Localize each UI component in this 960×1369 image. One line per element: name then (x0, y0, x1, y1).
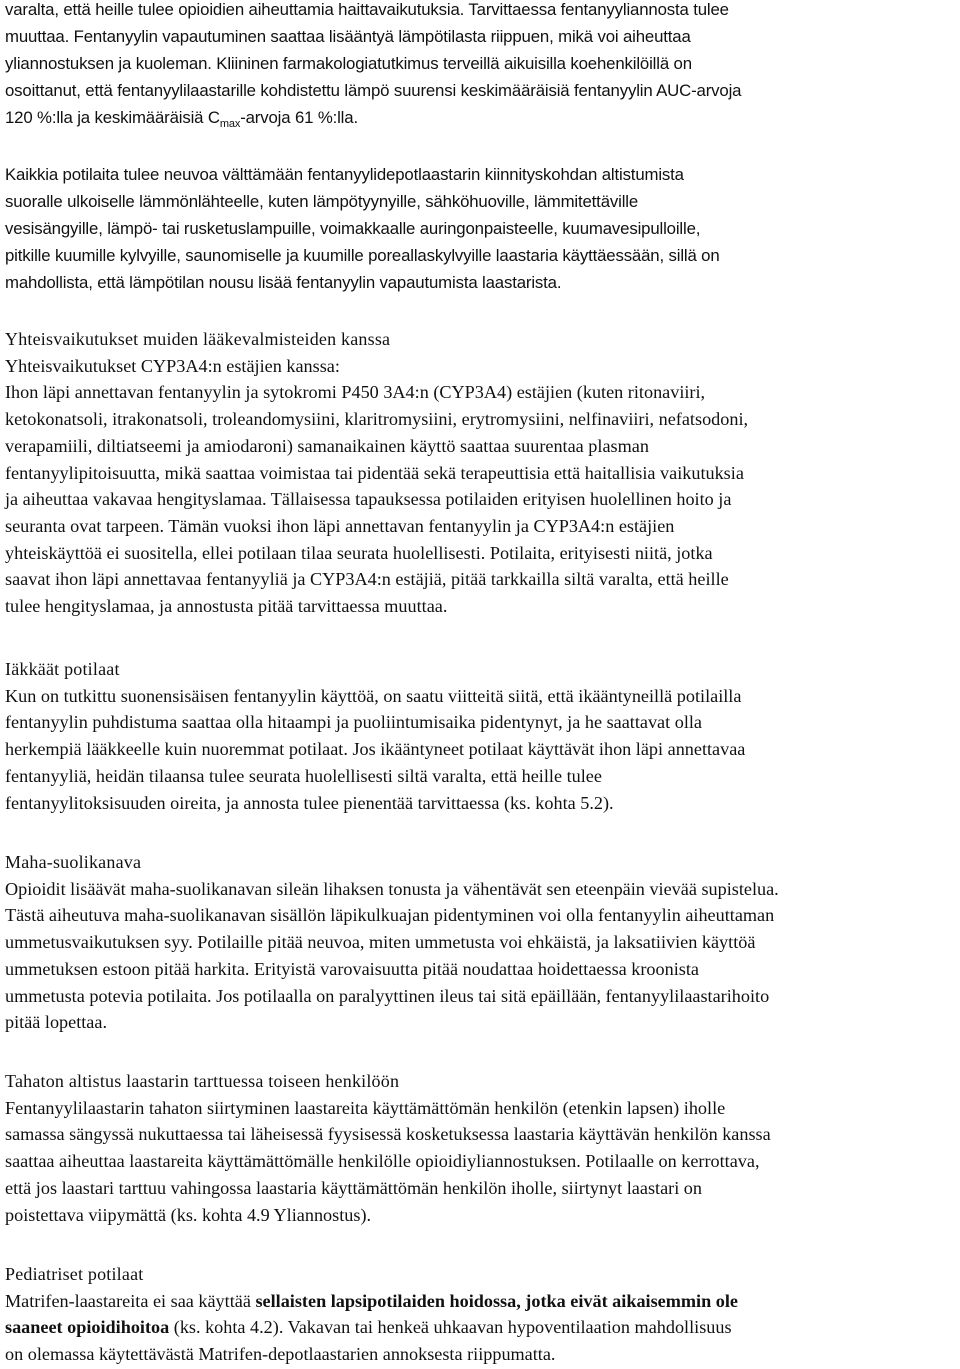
text-line: Fentanyylilaastarin tahaton siirtyminen laastareita käyttämättömän henkilön (etenkin lapsen) iholle (5, 1097, 726, 1118)
bold-warning-text: sellaisten lapsipotilaiden hoidossa, jotka eivät aikaisemmin ole (255, 1290, 738, 1311)
section-heading: Pediatriset potilaat (5, 1264, 144, 1284)
section-heading: Tahaton altistus laastarin tarttuessa toiseen henkilöön (5, 1071, 400, 1091)
heat-warning-paragraph (5, 0, 960, 131)
text-line: vesisängyille, lämpö- tai rusketuslampuille, voimakkaalle auringonpaisteelle, kuumavesipulloille, (5, 219, 701, 238)
interactions-section (5, 326, 960, 620)
text-line (5, 1314, 960, 1341)
text-line (5, 104, 960, 131)
text-line: ketokonatsoli, itrakonatsoli, troleandomysiini, klaritromysiini, erytromysiini, nelfinaviiri, nefatsodoni, (5, 409, 749, 430)
text-line: pitää lopettaa. (5, 1012, 108, 1033)
text-line: saavat ihon läpi annettavaa fentanyyliä ja CYP3A4:n estäjiä, pitää tarkkailla siltä varalta, että heille (5, 569, 729, 590)
text-line (5, 1288, 960, 1315)
text-line: fentanyylipitoisuutta, mikä saattaa voimistaa tai pidentää sekä terapeuttisia että haitallisia vaikutuksia (5, 462, 744, 483)
text-line: samassa sängyssä nukuttaessa tai läheisessä fyysisessä kosketuksessa laastaria käyttävän henkilön kanssa (5, 1124, 771, 1145)
section-subheading: Yhteisvaikutukset CYP3A4:n estäjien kanssa: (5, 355, 340, 376)
text-line: yhteiskäyttöä ei suositella, ellei potilaan tilaa seurata huolellisesti. Potilaita, erityisesti niitä, jotka (5, 542, 713, 563)
text-line: muuttaa. Fentanyylin vapautuminen saattaa lisääntyä lämpötilasta riippuen, mikä voi aiheuttaa (5, 27, 691, 46)
text-line: poistettava viipymättä (ks. kohta 4.9 Yliannostus). (5, 1204, 372, 1225)
text-line: herkempiä lääkkeelle kuin nuoremmat potilaat. Jos ikääntyneet potilaat käyttävät ihon läpi annettavaa (5, 739, 746, 760)
text-line: ummetusta potevia potilaita. Jos potilaalla on paralyyttinen ileus tai sitä epäillään, fentanyylilaastarihoito (5, 985, 770, 1006)
text-line: fentanyylitoksisuuden oireita, ja annosta tulee pienentää tarvittaessa (ks. kohta 5.2). (5, 792, 614, 813)
text-line: yliannostuksen ja kuoleman. Kliininen farmakologiatutkimus terveillä aikuisilla koehenkilöillä on (5, 54, 692, 73)
text-line: ummetuksen estoon pitää harkita. Erityistä varovaisuutta pitää noudattaa hoidettaessa kroonista (5, 958, 699, 979)
heat-source-paragraph (5, 161, 960, 296)
text-line: osoittanut, että fentanyylilaastarille kohdistettu lämpö suurensi keskimääräisiä fentanyylin AUC-arvoja (5, 81, 742, 100)
cmax-subscript: max (219, 118, 241, 130)
text-line: Kaikkia potilaita tulee neuvoa välttämään fentanyylidepotlaastarin kiinnityskohdan altistumista (5, 165, 684, 184)
accidental-exposure-section (5, 1068, 960, 1228)
text-line: ummetusvaikutuksen syy. Potilaille pitää neuvoa, miten ummetusta voi ehkäistä, ja laksatiivien käyttöä (5, 932, 756, 953)
section-heading: Maha-suolikanava (5, 852, 142, 872)
text-fragment: (ks. kohta 4.2). Vakavan tai henkeä uhkaavan hypoventilaation mahdollisuus (169, 1317, 732, 1338)
bold-warning-text: saaneet opioidihoitoa (5, 1317, 170, 1338)
text-line: että jos laastari tarttuu vahingossa laastaria käyttämättömän henkilön iholle, siirtynyt laastari on (5, 1177, 702, 1198)
text-fragment: Matrifen-laastareita ei saa käyttää (5, 1290, 256, 1311)
text-line: ja aiheuttaa vakavaa hengityslamaa. Tällaisessa tapauksessa potilaiden erityisen huolellinen hoito ja (5, 489, 732, 510)
text-line: verapamiili, diltiatseemi ja amiodaroni) samanaikainen käyttö saattaa suurentaa plasman (5, 435, 649, 456)
text-line: mahdollista, että lämpötilan nousu lisää fentanyylin vapautumista laastarista. (5, 273, 562, 292)
text-line: on olemassa käytettävästä Matrifen-depotlaastarien annoksesta riippumatta. (5, 1344, 556, 1365)
text-line: varalta, että heille tulee opioidien aiheuttamia haittavaikutuksia. Tarvittaessa fentanyyliannosta tulee (5, 0, 729, 19)
text-fragment: 120 %:lla ja keskimääräisiä C (5, 108, 220, 127)
text-fragment: -arvoja 61 %:lla. (240, 108, 358, 127)
text-line: seuranta ovat tarpeen. Tämän vuoksi ihon läpi annettavan fentanyylin ja CYP3A4:n estäjien (5, 515, 675, 536)
elderly-section (5, 656, 960, 816)
section-heading: Iäkkäät potilaat (5, 659, 120, 679)
text-line: Ihon läpi annettavan fentanyylin ja sytokromi P450 3A4:n (CYP3A4) estäjien (kuten ritonaviiri, (5, 382, 706, 403)
text-line: Kun on tutkittu suonensisäisen fentanyylin käyttöä, on saatu viitteitä siitä, että ikääntyneillä potilailla (5, 685, 742, 706)
section-heading: Yhteisvaikutukset muiden lääkevalmisteiden kanssa (5, 329, 391, 349)
text-line: saattaa aiheuttaa laastareita käyttämättömälle henkilölle opioidiyliannostuksen. Potilaalle on kerrottava, (5, 1151, 760, 1172)
text-line: suoralle ulkoiselle lämmönlähteelle, kuten lämpötyynyille, sähköhuoville, lämmitettäville (5, 192, 639, 211)
text-line: Opioidit lisäävät maha-suolikanavan sileän lihaksen tonusta ja vähentävät sen eteenpäin vievää supistelua. (5, 878, 779, 899)
text-line: fentanyylin puhdistuma saattaa olla hitaampi ja puoliintumisaika pidentynyt, ja he saattavat olla (5, 712, 703, 733)
text-line: fentanyyliä, heidän tilaansa tulee seurata huolellisesti siltä varalta, että heille tulee (5, 765, 602, 786)
pediatric-section (5, 1261, 960, 1368)
text-line: Tästä aiheutuva maha-suolikanavan sisällön läpikulkuajan pidentyminen voi olla fentanyylin aiheuttaman (5, 905, 775, 926)
gi-section (5, 849, 960, 1036)
text-line: tulee hengityslamaa, ja annostusta pitää tarvittaessa muuttaa. (5, 596, 448, 617)
text-line: pitkille kuumille kylvyille, saunomiselle ja kuumille poreallaskylvyille laastaria käyttäessään, sillä on (5, 246, 720, 265)
